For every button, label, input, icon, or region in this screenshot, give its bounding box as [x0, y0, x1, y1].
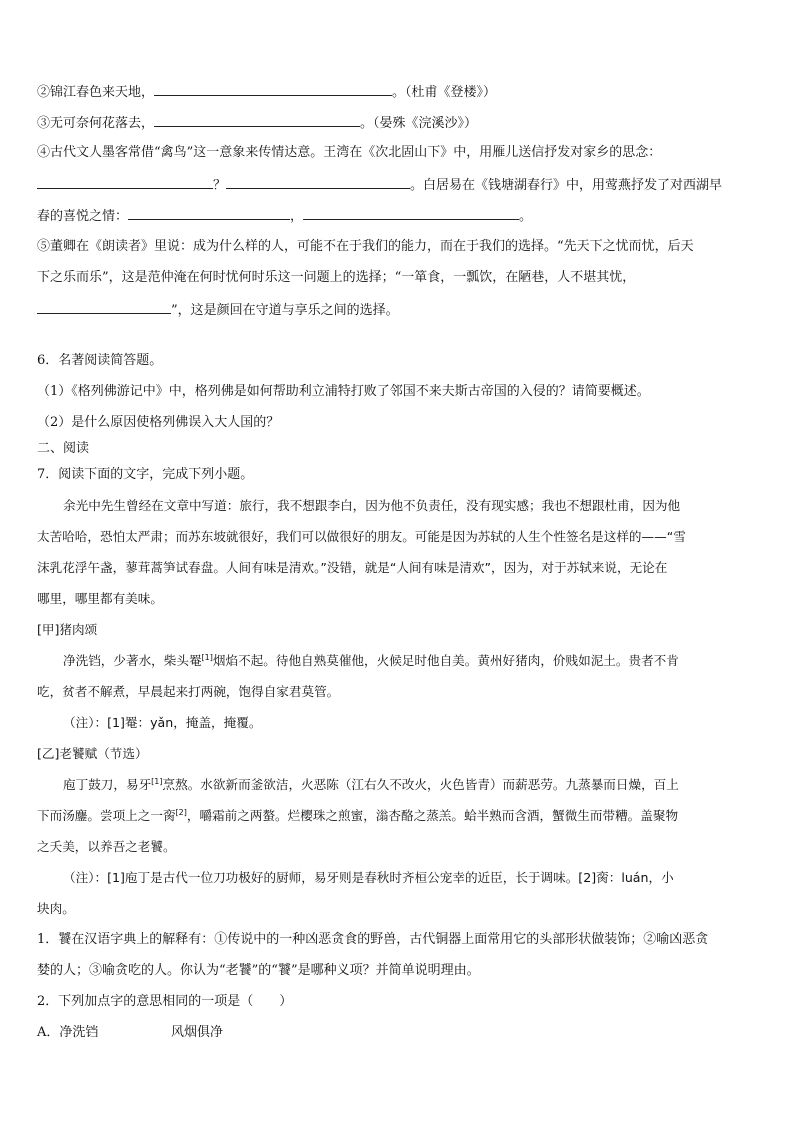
section-title: 二、阅读 — [37, 441, 90, 456]
question-7-heading: 7．阅读下面的文字，完成下列小题。 — [37, 467, 254, 482]
prompt-text: ③无可奈何花落去， — [37, 116, 155, 131]
passage-yi-title: [乙]老饕赋（节选） — [37, 746, 148, 761]
passage-text: ，嚼霜前之两螯。烂樱珠之煎蜜，滃杏酪之蒸羔。蛤半熟而含酒，蟹微生而带糟。盖聚物 — [186, 808, 679, 823]
sub-question-2: 2．下列加点字的意思相同的一项是（ ） — [37, 994, 293, 1009]
question-6-sub-2: （2）是什么原因使格列佛误入大人国的？ — [37, 415, 280, 430]
passage-yi-line — [63, 776, 679, 794]
source-text: 。（杜甫《登楼》） — [392, 85, 497, 100]
prompt-text: ②锦江春色来天地， — [37, 85, 155, 100]
intro-line: 太苦哈哈，恐怕太严肃；而苏东坡就很好，我们可以做很好的朋友。可能是因为苏轼的人生个性签名是这样的——“雪 — [37, 529, 686, 544]
option-a[interactable] — [37, 1024, 98, 1042]
passage-jia-line — [63, 652, 679, 670]
intro-line: 沫乳花浮午盏，蓼茸蒿笋试春盘。人间有味是清欢。”没错，就是“人间有味是清欢”，因为，对于苏轼来说，无论在 — [37, 560, 668, 575]
poem-line-5-cont: 下之乐而乐”，这是范仲淹在何时忧何时乐这一问题上的选择；“一箪食，一瓢饮，在陋巷，人不堪其忧， — [37, 270, 636, 285]
poem-line-2 — [37, 82, 496, 102]
poem-line-4-cont — [37, 206, 532, 226]
option-a-label: A．净洗铛 — [37, 1025, 99, 1040]
answer-blank[interactable] — [37, 300, 171, 314]
passage-yi-line: 之夭美，以养吾之老饕。 — [37, 839, 176, 854]
passage-jia-title: [甲]猪肉颂 — [37, 622, 98, 637]
passage-text: 净洗铛，少著水，柴头罨 — [63, 653, 202, 668]
source-text: 。（晏殊《浣溪沙》） — [360, 116, 478, 131]
poem-line-5-blank — [37, 300, 399, 320]
sub-question-1: 1．饕在汉语字典上的解释有：①传说中的一种凶恶贪食的野兽，古代铜器上面常用它的头部形状做装饰；②喻凶恶贪 — [37, 932, 709, 947]
intro-line: 哪里，哪里都有美味。 — [37, 591, 163, 606]
answer-blank[interactable] — [128, 206, 290, 220]
poem-line-4-blanks — [37, 175, 722, 195]
answer-blank[interactable] — [154, 82, 392, 96]
intro-line: 余光中先生曾经在文章中写道：旅行，我不想跟李白，因为他不负责任，没有现实感；我也不想跟杜甫，因为他 — [63, 498, 681, 513]
passage-yi-note: （注）：[1]庖丁是古代一位刀功极好的厨师，易牙则是春秋时齐桓公宠幸的近臣，长于调味。[2]脔：luán，小 — [63, 870, 674, 885]
prompt-text: ”，这是颜回在守道与享乐之间的选择。 — [171, 303, 399, 318]
option-a-pair: 风烟俱净 — [171, 1025, 224, 1040]
answer-blank[interactable] — [154, 113, 360, 127]
passage-text: 烹熬。水欲新而釜欲洁，火恶陈（江右久不改火，火色皆青）而薪恶劳。九蒸暴而日燥，百上 — [162, 777, 679, 792]
question-6-heading: 6．名著阅读简答题。 — [37, 353, 163, 368]
punct: 。 — [519, 209, 533, 224]
passage-jia-note: （注）：[1]罨：yǎn，掩盖，掩覆。 — [63, 715, 262, 730]
footnote-ref: [1] — [201, 653, 213, 662]
passage-text: 庖丁鼓刀，易牙 — [63, 777, 152, 792]
punct: ？ — [213, 178, 227, 193]
passage-text: 下而汤鏖。尝项上之一脔 — [37, 808, 176, 823]
answer-blank[interactable] — [37, 175, 213, 189]
punct: ， — [290, 209, 304, 224]
poem-line-5: ⑤董卿在《朗读者》里说：成为什么样的人，可能不在于我们的能力，而在于我们的选择。“先天下之忧而忧，后天 — [37, 239, 694, 254]
prompt-text: 。白居易在《钱塘湖春行》中，用莺燕抒发了对西湖早 — [410, 178, 723, 193]
sub-question-1-cont: 婪的人；③喻贪吃的人。你认为“老饕”的“饕”是哪种义项？并简单说明理由。 — [37, 963, 480, 978]
passage-yi-note: 块肉。 — [37, 901, 75, 916]
prompt-text: 春的喜悦之情： — [37, 209, 129, 224]
footnote-ref: [2] — [175, 808, 187, 817]
poem-line-3 — [37, 113, 477, 133]
footnote-ref: [1] — [151, 777, 163, 786]
passage-text: 烟焰不起。待他自熟莫催他，火候足时他自美。黄州好猪肉，价贱如泥土。贵者不肯 — [212, 653, 679, 668]
question-6-sub-1: （1）《格列佛游记中》中，格列佛是如何帮助利立浦特打败了邻国不来夫斯古帝国的入侵的？请简要概述。 — [37, 384, 650, 399]
passage-yi-line — [37, 807, 678, 825]
answer-blank[interactable] — [226, 175, 410, 189]
answer-blank[interactable] — [303, 206, 519, 220]
poem-line-4: ④古代文人墨客常借“禽鸟”这一意象来传情达意。王湾在《次北固山下》中，用雁儿送信抒发对家乡的思念： — [37, 145, 662, 160]
passage-jia-line: 吃，贫者不解煮，早晨起来打两碗，饱得自家君莫管。 — [37, 684, 340, 699]
